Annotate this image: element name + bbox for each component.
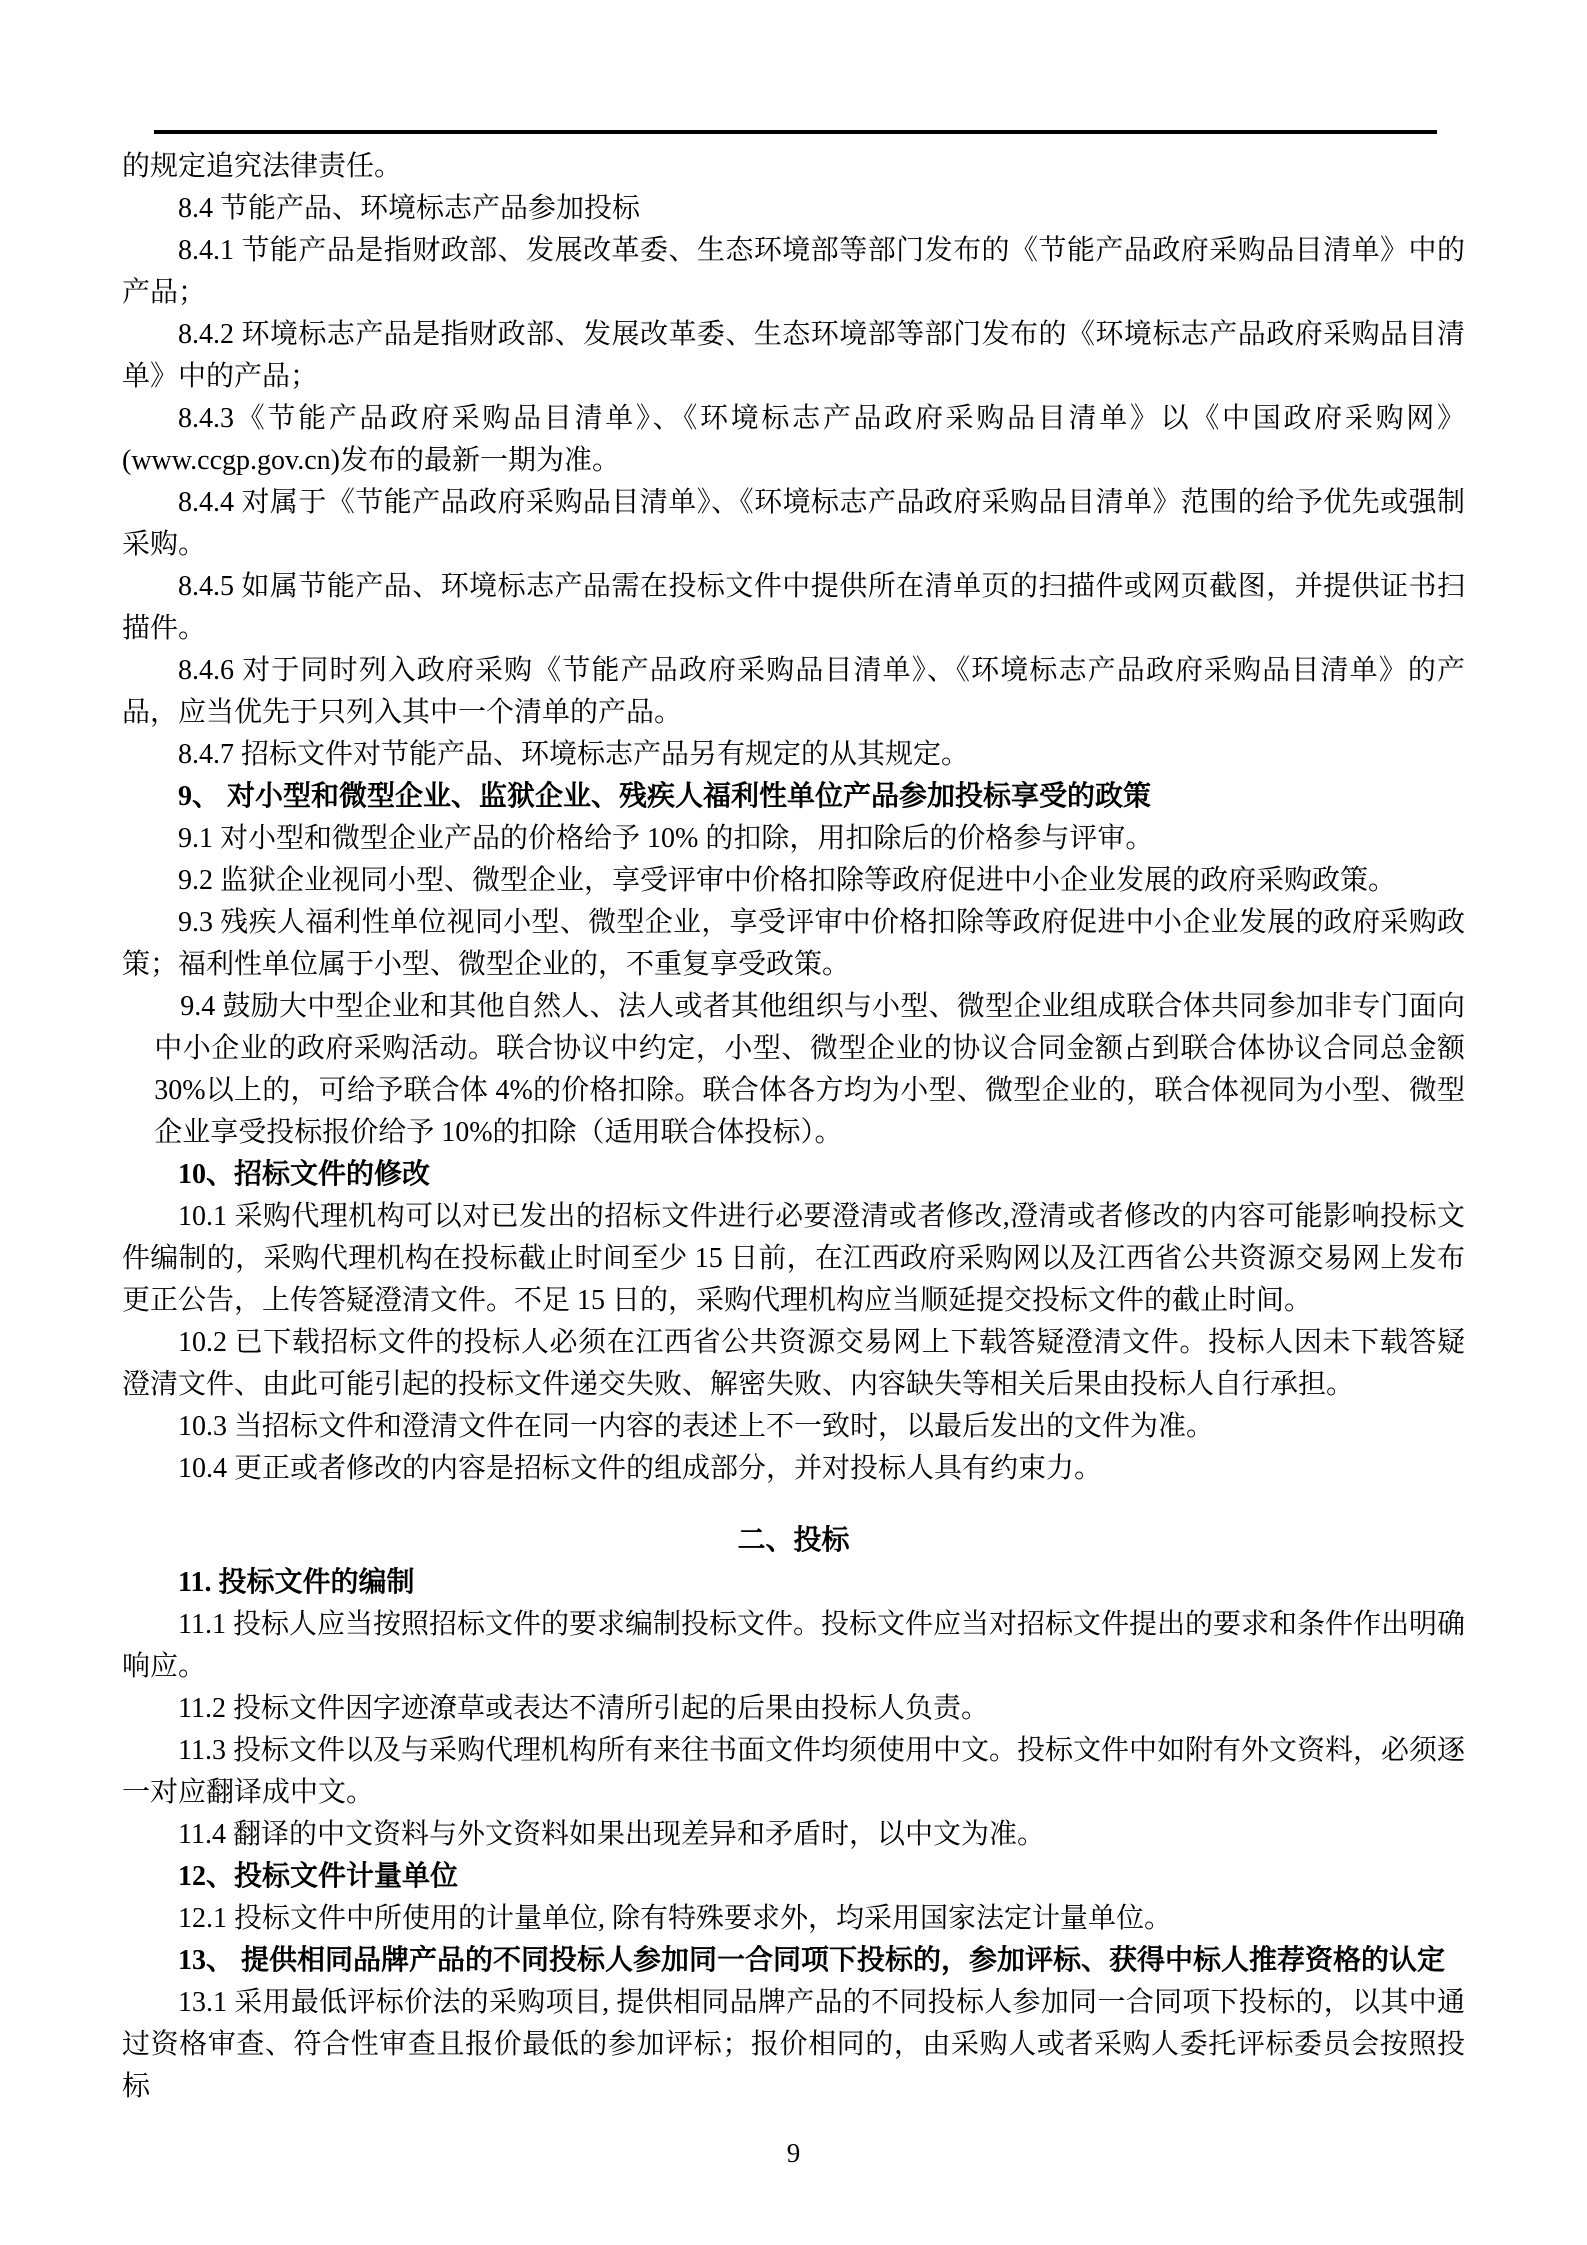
clause-13-1: 13.1 采用最低评标价法的采购项目, 提供相同品牌产品的不同投标人参加同一合同项下投标的，以其中通过资格审查、符合性审查且报价最低的参加评标；报价相同的，由采购人或者采购人委托评标委员会按照投标 (122, 1987, 1465, 2102)
clause-8-4-7: 8.4.7 招标文件对节能产品、环境标志产品另有规定的从其规定。 (178, 739, 970, 770)
clause-11-4: 11.4 翻译的中文资料与外文资料如果出现差异和矛盾时，以中文为准。 (178, 1819, 1045, 1850)
heading-13: 13、 提供相同品牌产品的不同投标人参加同一合同项下投标的，参加评标、获得中标人推荐资格的认定 (178, 1945, 1446, 1976)
clause-8-4-1: 8.4.1 节能产品是指财政部、发展改革委、生态环境部等部门发布的《节能产品政府采购品目清单》中的产品； (122, 235, 1465, 308)
clause-9-2: 9.2 监狱企业视同小型、微型企业，享受评审中价格扣除等政府促进中小企业发展的政府采购政策。 (178, 865, 1397, 896)
clause-11-2: 11.2 投标文件因字迹潦草或表达不清所引起的后果由投标人负责。 (178, 1693, 989, 1724)
clause-10-3: 10.3 当招标文件和澄清文件在同一内容的表述上不一致时，以最后发出的文件为准。 (178, 1411, 1215, 1442)
page-number: 9 (786, 2138, 801, 2168)
document-body (122, 146, 1465, 2108)
clause-9-4: 9.4 鼓励大中型企业和其他自然人、法人或者其他组织与小型、微型企业组成联合体共同参加非专门面向中小企业的政府采购活动。联合协议中约定，小型、微型企业的协议合同金额占到联合体协议合同总金额 30%以上的，可给予联合体 4%的价格扣除。联合体各方均为小型、微型企业的，联合体视同为小型、微型企业享受投标报价给予 10%的扣除（适用联合体投标）。 (154, 991, 1465, 1148)
clause-8-4-6: 8.4.6 对于同时列入政府采购《节能产品政府采购品目清单》、《环境标志产品政府采购品目清单》的产品，应当优先于只列入其中一个清单的产品。 (122, 655, 1465, 728)
section-title-2: 二、投标 (737, 1525, 850, 1556)
clause-9-3: 9.3 残疾人福利性单位视同小型、微型企业，享受评审中价格扣除等政府促进中小企业发展的政府采购政策；福利性单位属于小型、微型企业的，不重复享受政策。 (122, 907, 1465, 980)
clause-11-3: 11.3 投标文件以及与采购代理机构所有来往书面文件均须使用中文。投标文件中如附有外文资料，必须逐一对应翻译成中文。 (122, 1735, 1465, 1808)
heading-9: 9、 对小型和微型企业、监狱企业、残疾人福利性单位产品参加投标享受的政策 (178, 781, 1152, 812)
clause-8-4-5: 8.4.5 如属节能产品、环境标志产品需在投标文件中提供所在清单页的扫描件或网页截图，并提供证书扫描件。 (122, 571, 1465, 644)
heading-12: 12、投标文件计量单位 (178, 1861, 459, 1892)
clause-10-1: 10.1 采购代理机构可以对已发出的招标文件进行必要澄清或者修改,澄清或者修改的内容可能影响投标文件编制的，采购代理机构在投标截止时间至少 15 日前，在江西政府采购网以及江西省公共资源交易网上发布更正公告，上传答疑澄清文件。不足 15 日的，采购代理机构应当顺延提交投标文件的截止时间。 (122, 1201, 1465, 1316)
header-rule (154, 130, 1437, 134)
clause-12-1: 12.1 投标文件中所使用的计量单位, 除有特殊要求外，均采用国家法定计量单位。 (178, 1903, 1173, 1934)
heading-10: 10、招标文件的修改 (178, 1159, 431, 1190)
clause-10-4: 10.4 更正或者修改的内容是招标文件的组成部分，并对投标人具有约束力。 (178, 1453, 1103, 1484)
page-footer (0, 2138, 1587, 2168)
page-continuation-text: 的规定追究法律责任。 (122, 151, 403, 182)
clause-8-4: 8.4 节能产品、环境标志产品参加投标 (178, 193, 641, 224)
heading-11: 11. 投标文件的编制 (178, 1567, 415, 1598)
clause-8-4-3: 8.4.3《节能产品政府采购品目清单》、《环境标志产品政府采购品目清单》以《中国政府采购网》(www.ccgp.gov.cn)发布的最新一期为准。 (122, 403, 1465, 476)
section-gap (122, 1490, 1465, 1520)
clause-8-4-4: 8.4.4 对属于《节能产品政府采购品目清单》、《环境标志产品政府采购品目清单》范围的给予优先或强制采购。 (122, 487, 1465, 560)
clause-9-1: 9.1 对小型和微型企业产品的价格给予 10% 的扣除，用扣除后的价格参与评审。 (178, 823, 1154, 854)
clause-10-2: 10.2 已下载招标文件的投标人必须在江西省公共资源交易网上下载答疑澄清文件。投标人因未下载答疑澄清文件、由此可能引起的投标文件递交失败、解密失败、内容缺失等相关后果由投标人自行承担。 (122, 1327, 1465, 1400)
clause-11-1: 11.1 投标人应当按照招标文件的要求编制投标文件。投标文件应当对招标文件提出的要求和条件作出明确响应。 (122, 1609, 1465, 1682)
clause-8-4-2: 8.4.2 环境标志产品是指财政部、发展改革委、生态环境部等部门发布的《环境标志产品政府采购品目清单》中的产品； (122, 319, 1465, 392)
